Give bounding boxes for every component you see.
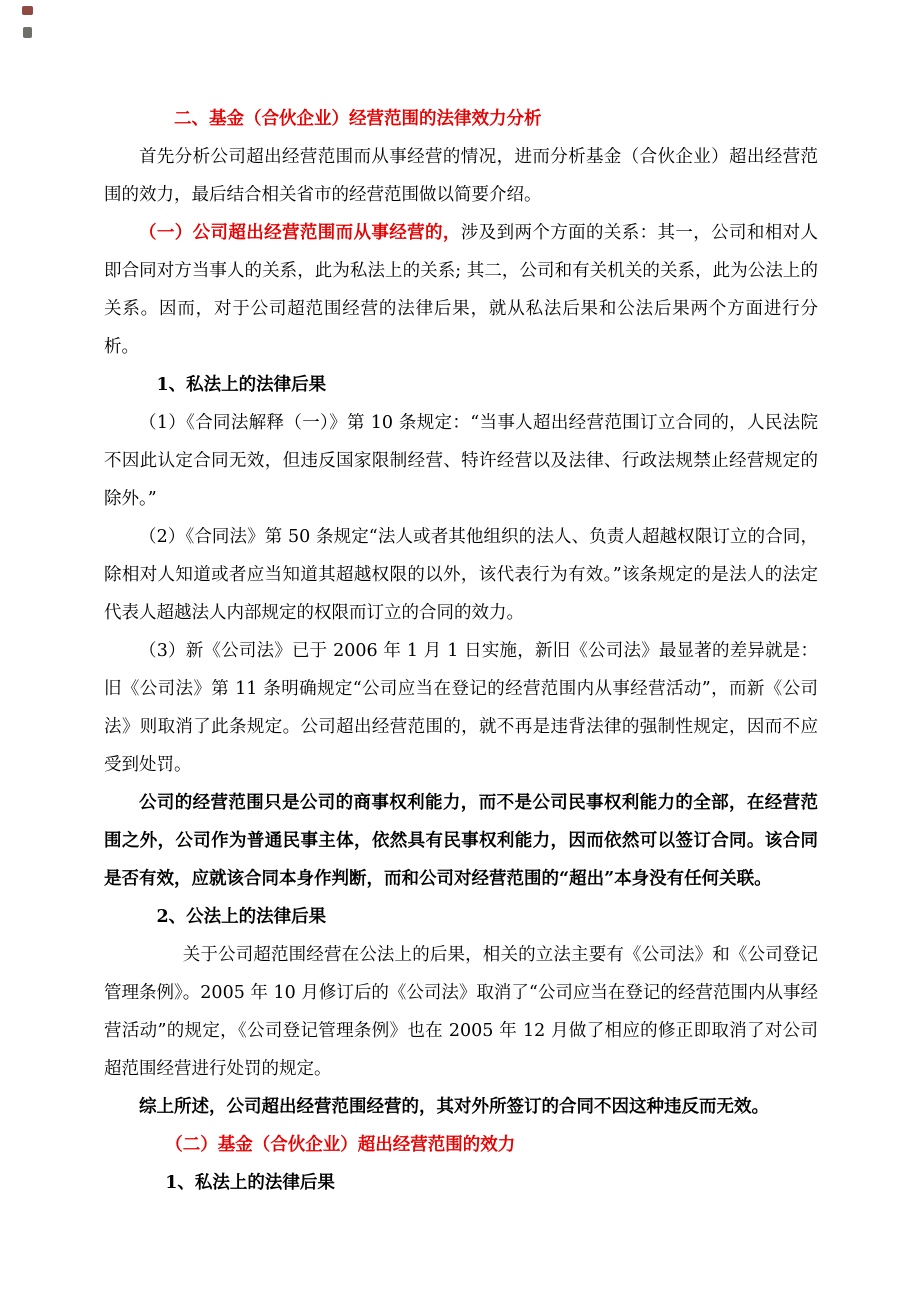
text-run: （2）《合同法》第 50 条规定“法人或者其他组织的法人、负责人超越权限订立的合同，除相对人知道或者应当知道其超越权限的以外，该代表行为有效。”该条规定的是法人的法定代表人超越法人内部规定的权限而订立的合同的效力。 <box>104 527 818 623</box>
paragraph-contract-law-interpretation <box>104 404 818 518</box>
scan-artifact-icon <box>22 6 33 15</box>
section-title <box>104 100 818 138</box>
subsection-one-paragraph <box>104 214 818 366</box>
paragraph-company-law-2006 <box>104 632 818 784</box>
text-run: （二）基金（合伙企业）超出经营范围的效力 <box>165 1135 516 1155</box>
paragraph-summary-emphasis <box>104 1088 818 1126</box>
paragraph-contract-law-article-50 <box>104 518 818 632</box>
subsection-two-heading <box>104 1126 818 1164</box>
text-run: 首先分析公司超出经营范围而从事经营的情况，进而分析基金（合伙企业）超出经营范围的效力，最后结合相关省市的经营范围做以简要介绍。 <box>104 147 818 205</box>
text-run: 二、基金（合伙企业）经营范围的法律效力分析 <box>174 109 542 129</box>
scan-artifact-icon <box>23 27 32 38</box>
text-run: （一）公司超出经营范围而从事经营的， <box>139 223 461 243</box>
heading-private-law-1 <box>104 366 818 404</box>
text-run: 关于公司超范围经营在公法上的后果，相关的立法主要有《公司法》和《公司登记管理条例》。2005 年 10 月修订后的《公司法》取消了“公司应当在登记的经营范围内从事经营活动”的规定，《公司登记管理条例》也在 2005 年 12 月做了相应的修正即取消了对公司超范围经营进行处罚的规定。 <box>104 945 818 1079</box>
heading-public-law-2 <box>104 898 818 936</box>
text-run: 综上所述，公司超出经营范围经营的，其对外所签订的合同不因这种违反而无效。 <box>139 1097 769 1117</box>
paragraph-public-law-consequence <box>104 936 818 1088</box>
heading-private-law-1-second <box>104 1164 818 1202</box>
text-run: （1）《合同法解释（一）》第 10 条规定：“当事人超出经营范围订立合同的，人民法院不因此认定合同无效，但违反国家限制经营、特许经营以及法律、行政法规禁止经营规定的除外。” <box>104 413 818 509</box>
text-run: 涉及到两个方面的关系：其一，公司和相对人即合同对方当事人的关系，此为私法上的关系; 其二，公司和有关机关的关系，此为公法上的关系。因而，对于公司超范围经营的法律后果，就从私法后果和公法后果两个方面进行分析。 <box>104 223 819 357</box>
text-run: （3）新《公司法》已于 2006 年 1 月 1 日实施，新旧《公司法》最显著的差异就是：旧《公司法》第 11 条明确规定“公司应当在登记的经营范围内从事经营活动”，而新《公司法》则取消了此条规定。公司超出经营范围的，就不再是违背法律的强制性规定，因而不应受到处罚。 <box>104 641 818 775</box>
text-run: 1、私法上的法律后果 <box>165 1173 335 1193</box>
text-run: 1、私法上的法律后果 <box>156 375 327 395</box>
paragraph-commercial-capacity-emphasis <box>104 784 818 898</box>
document-body <box>104 100 818 1202</box>
intro-paragraph <box>104 138 818 214</box>
text-run: 公司的经营范围只是公司的商事权利能力，而不是公司民事权利能力的全部，在经营范围之外，公司作为普通民事主体，依然具有民事权利能力，因而依然可以签订合同。该合同是否有效，应就该合同本身作判断，而和公司对经营范围的“超出”本身没有任何关联。 <box>104 793 818 889</box>
text-run: 2、公法上的法律后果 <box>156 907 327 927</box>
